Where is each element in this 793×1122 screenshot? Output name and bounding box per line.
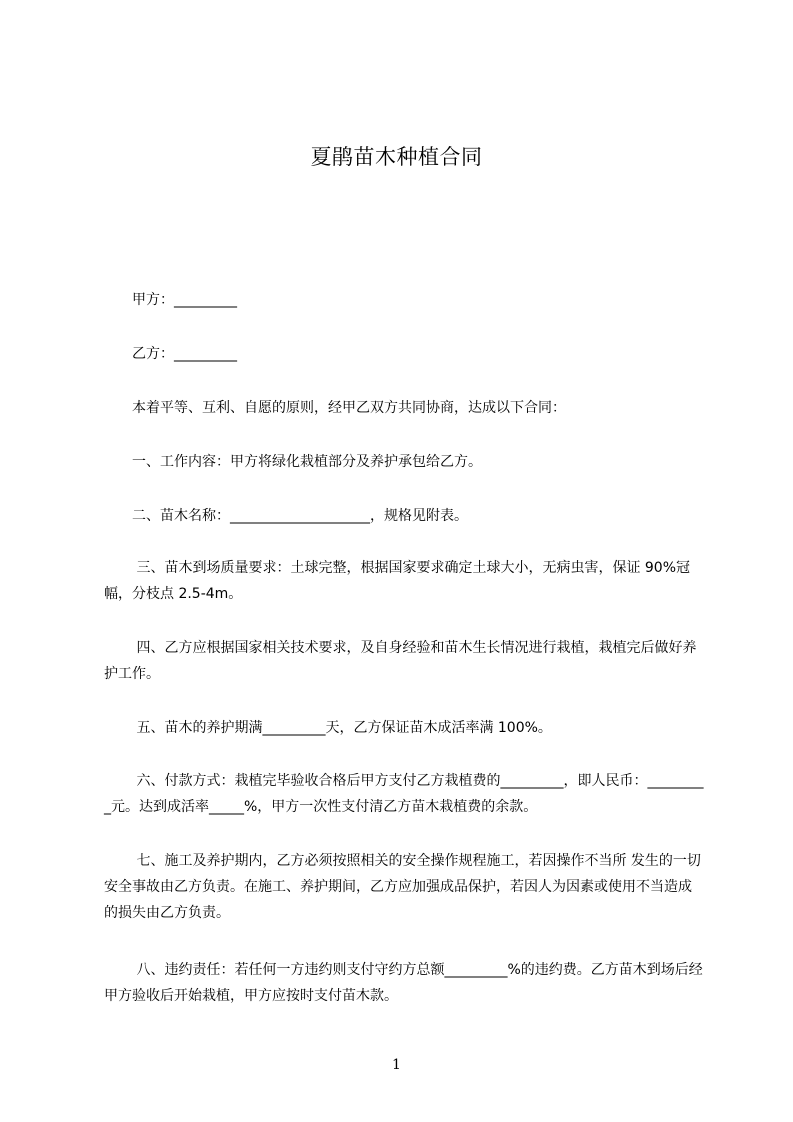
clause-4-paragraph: 四、乙方应根据国家相关技术要求，及自身经验和苗木生长情况进行栽植，栽植完后做好养护工作。	[104, 640, 697, 682]
clause-1-paragraph: 一、工作内容：甲方将绿化栽植部分及养护承包给乙方。	[104, 454, 482, 470]
preamble-paragraph: 本着平等、互利、自愿的原则，经甲乙双方共同协商，达成以下合同：	[104, 400, 566, 416]
clause-6-paragraph: 六、付款方式：栽植完毕验收合格后甲方支付乙方栽植费的_________，即人民币：_________元。达到成活率_____%，甲方一次性支付清乙方苗木栽植费的余款。	[104, 773, 704, 815]
clause-7-paragraph: 七、施工及养护期内，乙方必须按照相关的安全操作规程施工，若因操作不当所 发生的一切安全事故由乙方负责。在施工、养护期间，乙方应加强成品保护，若因人为因素或使用不当造成的损失由乙方负责。	[104, 853, 701, 921]
clause-8-paragraph: 八、违约责任：若任何一方违约则支付守约方总额_________%的违约费。乙方苗木到场后经甲方验收后开始栽植，甲方应按时支付苗木款。	[104, 962, 703, 1004]
party-b-line: 乙方：_________	[104, 346, 237, 362]
clause-2-paragraph: 二、苗木名称：____________________，规格见附表。	[104, 508, 468, 524]
clause-5-paragraph: 五、苗木的养护期满_________天，乙方保证苗木成活率满 100%。	[104, 720, 552, 736]
party-a-line: 甲方：_________	[104, 292, 237, 308]
clause-3-paragraph: 三、苗木到场质量要求：土球完整，根据国家要求确定土球大小，无病虫害，保证 90%冠幅，分枝点 2.5-4m。	[104, 560, 691, 602]
page-number: 1	[392, 1057, 401, 1073]
document-title: 夏鹃苗木种植合同	[310, 145, 483, 169]
